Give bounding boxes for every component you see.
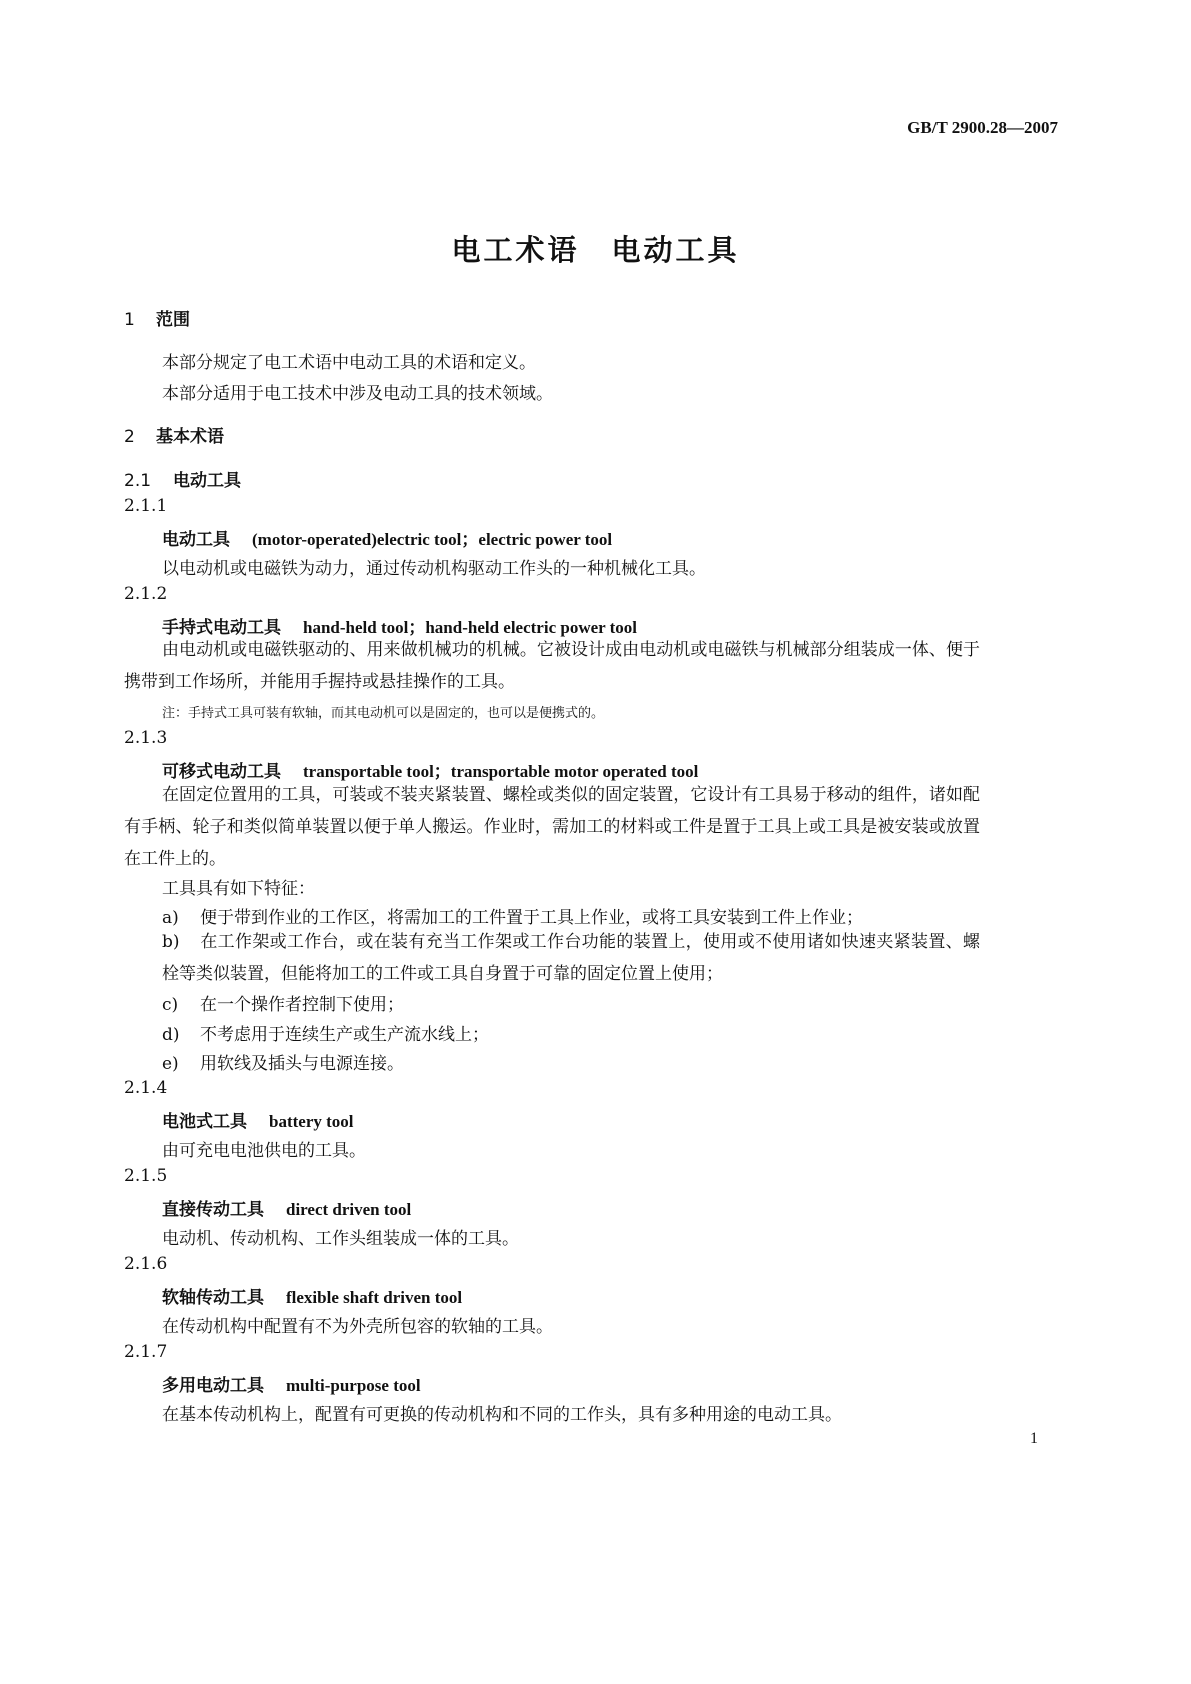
term-heading: [162, 1195, 411, 1220]
term-note: 注：手持式工具可装有软轴，而其电动机可以是固定的，也可以是便携式的。: [162, 706, 605, 721]
term-en: transportable tool；transportable motor operated tool: [303, 762, 699, 781]
term-definition: 电动机、传动机构、工作头组装成一体的工具。: [162, 1229, 519, 1249]
term-definition: 由可充电电池供电的工具。: [162, 1141, 366, 1161]
section-title: 范围: [156, 310, 190, 330]
term-zh: 直接传动工具: [162, 1200, 264, 1220]
term-en: battery tool: [269, 1112, 354, 1131]
term-en: hand-held tool；hand-held electric power tool: [303, 618, 638, 637]
term-number: 2.1.6: [124, 1254, 168, 1274]
standard-code: GB/T 2900.28—2007: [907, 118, 1058, 137]
feature-text: 在一个操作者控制下使用；: [200, 995, 404, 1015]
term-number: 2.1.1: [124, 496, 168, 516]
term-definition: 在固定位置用的工具，可装或不装夹紧装置、螺栓或类似的固定装置，它设计有工具易于移动的组件，诸如配有手柄、轮子和类似简单装置以便于单人搬运。作业时，需加工的材料或工件是置于工具上或工具是被安装或放置在工件上的。: [124, 785, 980, 869]
term-zh: 电池式工具: [162, 1112, 247, 1132]
section-title: 基本术语: [156, 427, 224, 447]
term-zh: 多用电动工具: [162, 1376, 264, 1396]
term-en: multi-purpose tool: [286, 1376, 421, 1395]
document-title: 电工术语 电动工具: [451, 233, 740, 267]
term-number: 2.1.3: [124, 728, 168, 748]
term-zh: 软轴传动工具: [162, 1288, 264, 1308]
feature-item: [162, 990, 404, 1015]
feature-item: [162, 903, 863, 928]
feature-item: [162, 1020, 489, 1045]
feature-marker: a): [162, 908, 179, 928]
term-heading: [162, 525, 612, 550]
section-2-heading: [124, 422, 224, 447]
term-en: (motor-operated)electric tool；electric power tool: [252, 530, 613, 549]
feature-text: 不考虑用于连续生产或生产流水线上；: [200, 1025, 489, 1045]
term-definition: 由电动机或电磁铁驱动的、用来做机械功的机械。它被设计成由电动机或电磁铁与机械部分组装成一体、便于携带到工作场所，并能用手握持或悬挂操作的工具。: [124, 640, 980, 692]
term-zh: 手持式电动工具: [162, 618, 281, 638]
feature-text: 在工作架或工作台，或在装有充当工作架或工作台功能的装置上，使用或不使用诸如快速夹紧装置、螺栓等类似装置，但能将加工的工件或工具自身置于可靠的固定位置上使用；: [162, 932, 980, 984]
page-number: 1: [1030, 1430, 1038, 1447]
subsection-title: 电动工具: [173, 471, 242, 491]
section-number: 1: [124, 310, 135, 330]
features-intro: 工具具有如下特征：: [162, 879, 315, 899]
feature-item: [162, 1049, 404, 1074]
term-number: 2.1.2: [124, 584, 168, 604]
term-zh: 电动工具: [162, 530, 230, 550]
feature-marker: d): [162, 1025, 180, 1045]
term-heading: [162, 1107, 354, 1132]
feature-marker: c): [162, 995, 179, 1015]
feature-marker: b): [162, 932, 180, 952]
term-number: 2.1.5: [124, 1166, 168, 1186]
feature-item: [162, 926, 980, 990]
subsection-2-1-heading: [124, 466, 241, 491]
paragraph: 本部分适用于电工技术中涉及电动工具的技术领域。: [162, 384, 553, 404]
term-definition: 在基本传动机构上，配置有可更换的传动机构和不同的工作头，具有多种用途的电动工具。: [162, 1405, 842, 1425]
section-1-heading: [124, 305, 190, 330]
term-heading: [162, 1283, 462, 1308]
term-en: flexible shaft driven tool: [286, 1288, 463, 1307]
term-definition: 在传动机构中配置有不为外壳所包容的软轴的工具。: [162, 1317, 553, 1337]
term-definition: 以电动机或电磁铁为动力，通过传动机构驱动工作头的一种机械化工具。: [162, 559, 706, 579]
feature-marker: e): [162, 1054, 179, 1074]
subsection-number: 2.1: [124, 471, 152, 491]
feature-text: 便于带到作业的工作区，将需加工的工件置于工具上作业，或将工具安装到工件上作业；: [200, 908, 863, 928]
term-en: direct driven tool: [286, 1200, 412, 1219]
term-number: 2.1.4: [124, 1078, 168, 1098]
term-number: 2.1.7: [124, 1342, 168, 1362]
term-heading: [162, 1371, 421, 1396]
section-number: 2: [124, 427, 135, 447]
paragraph: 本部分规定了电工术语中电动工具的术语和定义。: [162, 353, 536, 373]
term-zh: 可移式电动工具: [162, 762, 281, 782]
feature-text: 用软线及插头与电源连接。: [200, 1054, 404, 1074]
